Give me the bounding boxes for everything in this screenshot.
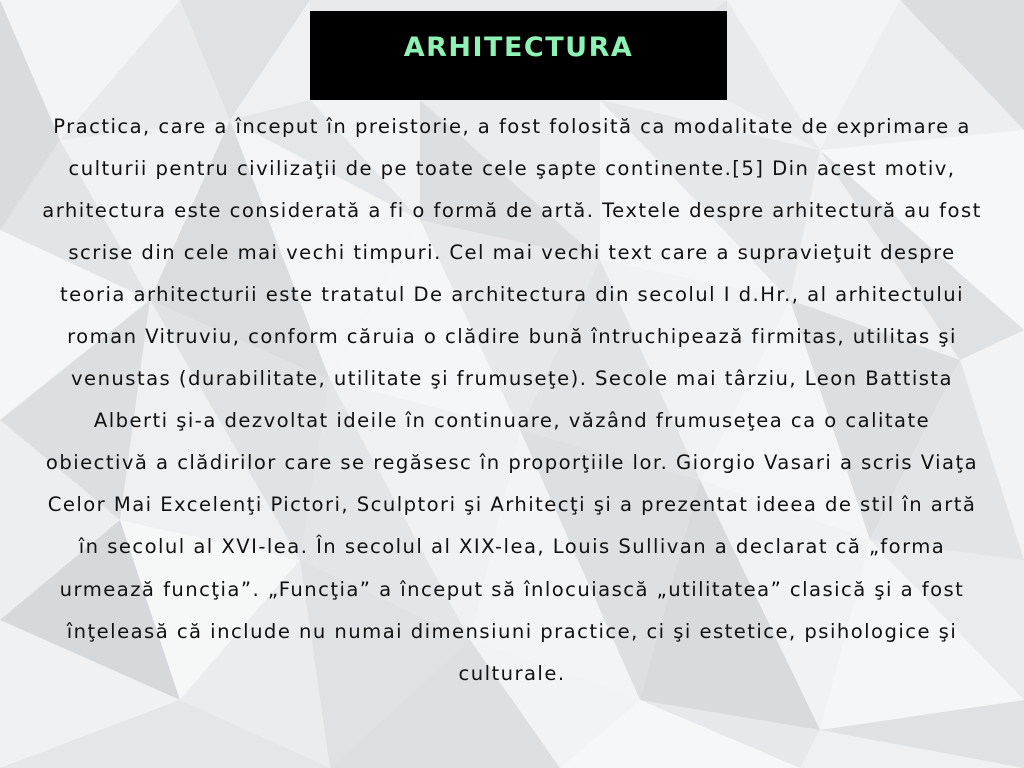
title-banner (310, 11, 727, 100)
body-paragraph: Practica, care a început în preistorie, a fost folosită ca modalitate de exprimare a culturii pentru civilizaţii de pe toate cele şapte continente.[5] Din acest motiv, arhitectura este considerată a fi o formă de artă. Textele despre arhitectură au fost scrise din cele mai vechi timpuri. Cel mai vechi text care a supravieţuit despre teoria arhitecturii este tratatul De architectura din secolul I d.Hr., al arhitectului roman Vitruviu, conform căruia o clădire bună întruchipează firmitas, utilitas şi venustas (durabilitate, utilitate şi frumuseţe). Secole mai târziu, Leon Battista Alberti şi-a dezvoltat ideile în continuare, văzând frumuseţea ca o calitate obiectivă a clădirilor care se regăsesc în proporţiile lor. Giorgio Vasari a scris Viaţa Celor Mai Excelenţi Pictori, Sculptori şi Arhitecţi şi a prezentat ideea de stil în artă în secolul al XVI-lea. În secolul al XIX-lea, Louis Sullivan a declarat că „forma urmează funcţia”. „Funcţia” a început să înlocuiască „utilitatea” clasică şi a fost înţeleasă că include nu numai dimensiuni practice, ci şi estetice, psihologice şi culturale. (42, 115, 982, 685)
page-title: ARHITECTURA (403, 32, 634, 63)
